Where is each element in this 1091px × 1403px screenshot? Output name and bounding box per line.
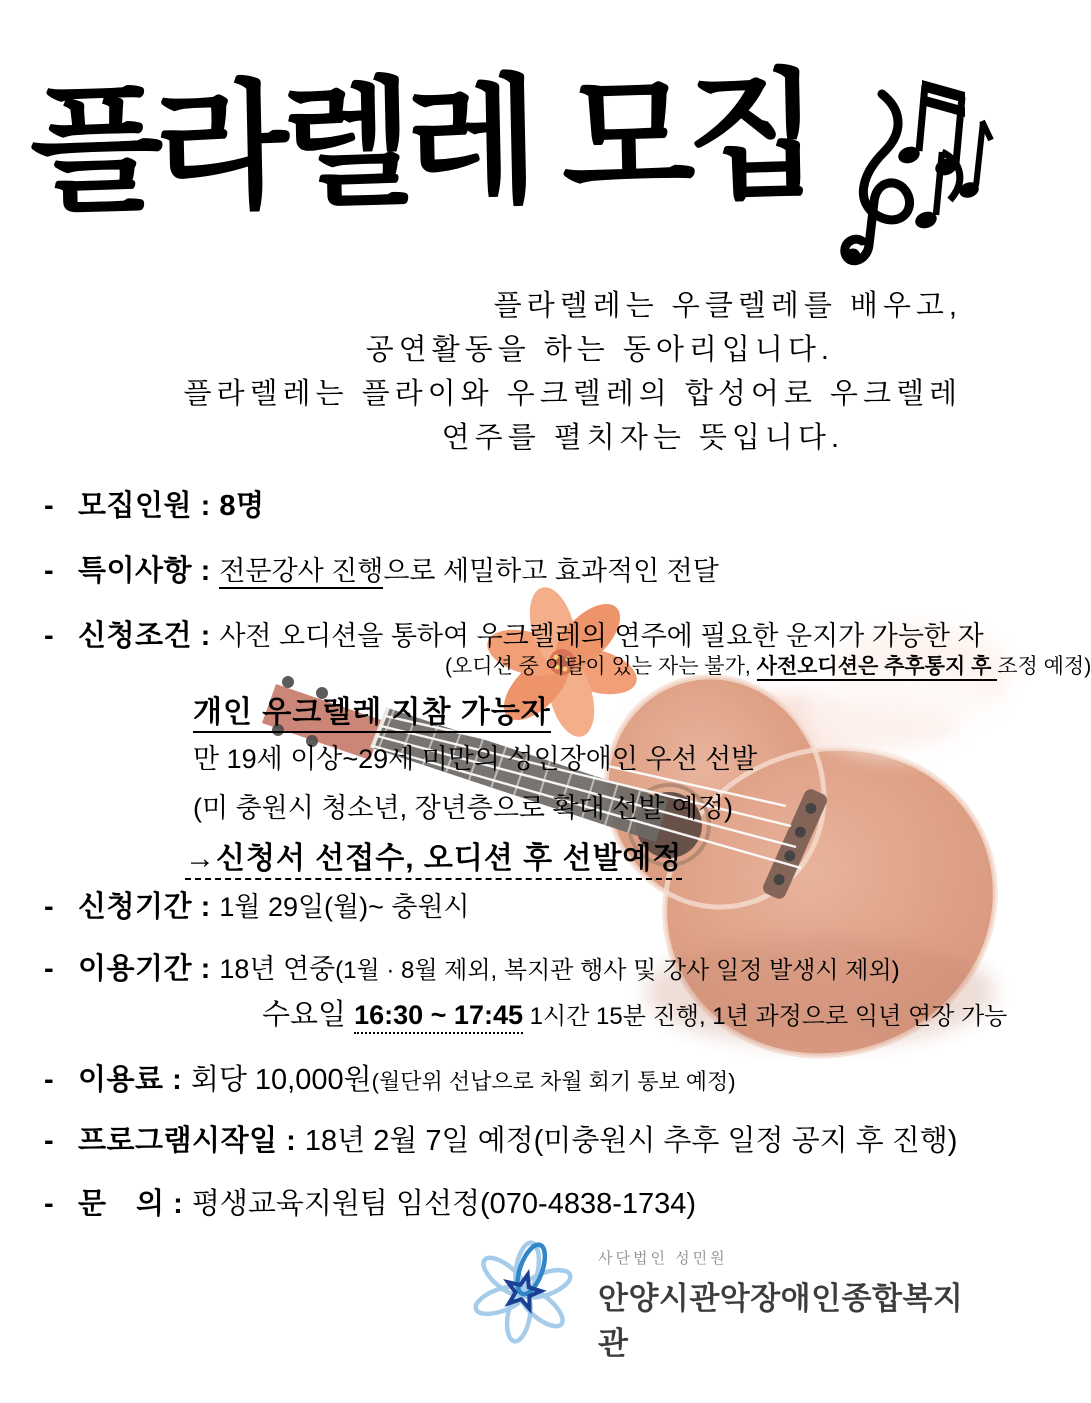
item-text: 18년 연중 <box>219 954 336 984</box>
list-item-contact <box>44 1181 696 1222</box>
intro-line: 연주를 펼치자는 뜻입니다. <box>441 422 844 454</box>
item-text: 1월 29일(월)~ 충원시 <box>219 892 470 922</box>
poster-title: 플라렐레 모집 <box>28 58 814 230</box>
item-text: 으로 세밀하고 효과적인 전달 <box>383 556 719 586</box>
note-text: 조정 예정) <box>997 655 1091 678</box>
item-label: 문 의 <box>78 1188 165 1220</box>
item-separator: : <box>164 1188 192 1220</box>
org-parent-name: 사단법인 성민원 <box>598 1250 728 1267</box>
bullet-dash: - <box>44 555 54 587</box>
condition-sub-selection <box>185 833 682 877</box>
item-separator: : <box>192 620 220 652</box>
item-text-small: (1월 · 8월 제외, 복지관 행사 및 강사 일정 발생시 제외) <box>335 957 900 984</box>
bullet-dash: - <box>44 1064 54 1096</box>
note-text-underlined: 사전오디션은 추후통지 후 <box>757 655 998 681</box>
bullet-dash: - <box>44 490 54 522</box>
item-separator: : <box>192 953 220 985</box>
bullet-dash: - <box>44 891 54 923</box>
item-separator: : <box>192 490 220 522</box>
item-text: 8명 <box>219 490 265 522</box>
schedule-time-underlined: 16:30 ~ 17:45 <box>354 1000 523 1034</box>
sub-text: (미 충원시 청소년, 장년층으로 확대 선발 예정) <box>193 793 733 823</box>
item-label: 모집인원 <box>78 490 193 522</box>
item-separator: : <box>192 555 220 587</box>
intro-paragraph <box>32 284 962 460</box>
item-text: 회당 10,000원 <box>190 1064 372 1096</box>
note-text: (오디션 중 이탈이 있는 자는 불가, <box>445 655 757 678</box>
item-label: 신청조건 <box>78 620 193 652</box>
bullet-dash: - <box>44 620 54 652</box>
item-label: 특이사항 <box>78 555 193 587</box>
intro-line: 공연활동을 하는 동아리입니다. <box>365 334 834 366</box>
list-item-use-period <box>44 946 900 987</box>
bullet-dash: - <box>44 953 54 985</box>
intro-line: 플라렐레는 우클렐레를 배우고, <box>493 290 962 322</box>
item-text: 18년 2월 7일 예정(미충원시 추후 일정 공지 후 진행) <box>304 1125 958 1157</box>
org-name: 안양시관악장애인종합복지관 <box>598 1281 964 1361</box>
condition-sub-expand <box>193 786 733 825</box>
list-item-apply-period <box>44 884 470 925</box>
org-text-block <box>598 1247 992 1363</box>
item-text: 사전 오디션을 통하여 우크렐레의 연주에 필요한 운지가 가능한 자 <box>219 621 984 651</box>
org-flower-logo <box>475 1238 571 1342</box>
list-item-condition <box>44 613 984 654</box>
item-text-underlined: 전문강사 진행 <box>219 556 383 589</box>
item-label: 프로그램시작일 <box>78 1125 278 1157</box>
item-text: 평생교육지원팀 임선정(070-4838-1734) <box>191 1188 697 1220</box>
sub-text-dashed-underline: →신청서 선접수, 오디션 후 선발예정 <box>185 842 682 880</box>
intro-line: 플라렐레는 플라이와 우크렐레의 합성어로 우크렐레 <box>183 378 962 410</box>
list-item-start-date <box>44 1118 957 1159</box>
schedule-detail: 1시간 15분 진행, 1년 과정으로 익년 연장 가능 <box>523 1003 1008 1030</box>
item-separator: : <box>277 1125 305 1157</box>
music-notes-icon <box>826 60 986 270</box>
item-label: 이용료 <box>78 1064 164 1096</box>
item-label: 신청기간 <box>78 891 193 923</box>
item-text-small: (월단위 선납으로 차월 회기 통보 예정) <box>371 1069 736 1094</box>
list-item-special <box>44 548 719 589</box>
bullet-dash: - <box>44 1125 54 1157</box>
item-label: 이용기간 <box>78 953 193 985</box>
item-separator: : <box>192 891 220 923</box>
use-period-schedule <box>262 992 1007 1033</box>
sub-text-underlined: 개인 우크렐레 지참 가능자 <box>193 696 551 733</box>
list-item-fee <box>44 1057 736 1098</box>
schedule-day: 수요일 <box>262 999 355 1031</box>
item-separator: : <box>163 1064 191 1096</box>
condition-sub-age <box>193 737 757 776</box>
condition-sub-own-ukulele <box>193 687 551 731</box>
condition-note <box>445 650 1091 680</box>
list-item-recruit <box>44 483 265 524</box>
sub-text: 만 19세 이상~29세 미만의 성인장애인 우선 선발 <box>193 744 758 774</box>
bullet-dash: - <box>44 1188 54 1220</box>
